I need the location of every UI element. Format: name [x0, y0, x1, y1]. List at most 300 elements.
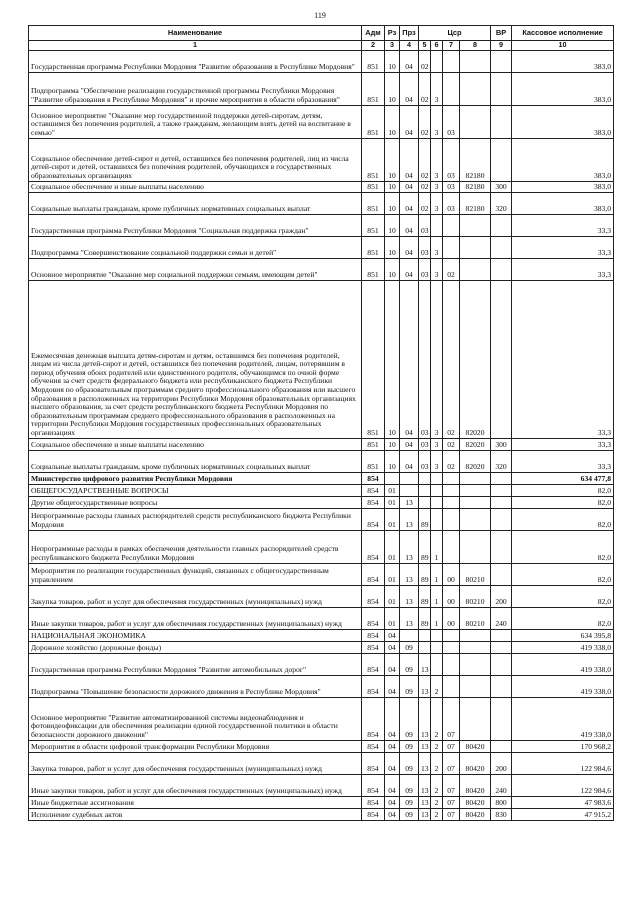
row-vr [491, 508, 512, 530]
row-name: Дорожное хозяйство (дорожные фонды) [29, 641, 362, 653]
row-csr-program: 03 [419, 258, 431, 280]
row-prz: 04 [400, 50, 419, 72]
row-csr-event [443, 236, 460, 258]
row-adm: 854 [362, 740, 385, 752]
row-csr-subprogram [431, 496, 443, 508]
row-csr-event [443, 629, 460, 641]
row-name: Социальное обеспечение и иные выплаты населению [29, 181, 362, 192]
row-name: Непрограммные расходы в рамках обеспечения деятельности главных распорядителей средств республиканского бюджета Республики Мордовия [29, 530, 362, 563]
row-amount: 419 338,0 [512, 653, 614, 675]
row-prz: 09 [400, 653, 419, 675]
row-prz: 09 [400, 675, 419, 697]
row-csr-subprogram: 3 [431, 450, 443, 472]
table-row [29, 796, 614, 808]
row-rz: 04 [385, 752, 400, 774]
row-csr-event [443, 653, 460, 675]
row-vr: 300 [491, 181, 512, 192]
row-amount: 33,3 [512, 258, 614, 280]
row-vr [491, 629, 512, 641]
row-csr-event: 00 [443, 585, 460, 607]
row-csr-program: 13 [419, 697, 431, 740]
row-csr-program: 89 [419, 585, 431, 607]
row-adm: 854 [362, 796, 385, 808]
row-csr-program: 89 [419, 530, 431, 563]
row-csr-event: 02 [443, 258, 460, 280]
row-vr [491, 496, 512, 508]
row-csr-direction [460, 472, 491, 484]
row-rz: 10 [385, 138, 400, 181]
row-vr [491, 530, 512, 563]
row-csr-direction: 82180 [460, 181, 491, 192]
row-csr-event [443, 508, 460, 530]
row-rz: 10 [385, 192, 400, 214]
row-csr-subprogram: 1 [431, 585, 443, 607]
row-csr-program: 02 [419, 50, 431, 72]
table-row [29, 105, 614, 138]
row-name: Исполнение судебных актов [29, 808, 362, 820]
row-name: Министерство цифрового развития Республики Мордовия [29, 472, 362, 484]
row-csr-event: 07 [443, 774, 460, 796]
row-csr-event: 00 [443, 607, 460, 629]
column-number: 1 [29, 41, 362, 51]
page-number: 119 [314, 11, 326, 20]
table-row [29, 641, 614, 653]
row-vr [491, 280, 512, 438]
table-row [29, 450, 614, 472]
row-prz: 13 [400, 563, 419, 585]
row-rz: 01 [385, 484, 400, 496]
table-row [29, 752, 614, 774]
row-adm: 854 [362, 563, 385, 585]
row-vr: 800 [491, 796, 512, 808]
row-prz [400, 484, 419, 496]
row-adm: 854 [362, 774, 385, 796]
row-csr-event [443, 72, 460, 105]
row-amount: 383,0 [512, 72, 614, 105]
row-prz: 04 [400, 72, 419, 105]
row-prz: 09 [400, 774, 419, 796]
row-amount: 634 395,8 [512, 629, 614, 641]
row-amount: 419 338,0 [512, 697, 614, 740]
row-adm: 854 [362, 641, 385, 653]
row-adm: 854 [362, 508, 385, 530]
row-csr-direction [460, 675, 491, 697]
row-prz: 04 [400, 105, 419, 138]
row-csr-subprogram: 2 [431, 740, 443, 752]
row-rz: 10 [385, 450, 400, 472]
row-csr-subprogram: 3 [431, 72, 443, 105]
row-csr-program [419, 484, 431, 496]
row-name: Иные закупки товаров, работ и услуг для обеспечения государственных (муниципальных) нужд [29, 607, 362, 629]
row-csr-subprogram: 3 [431, 105, 443, 138]
row-rz: 04 [385, 641, 400, 653]
row-prz: 09 [400, 740, 419, 752]
row-csr-subprogram: 2 [431, 796, 443, 808]
row-rz: 10 [385, 181, 400, 192]
row-csr-subprogram: 2 [431, 752, 443, 774]
row-csr-direction [460, 258, 491, 280]
table-row [29, 563, 614, 585]
row-prz: 04 [400, 258, 419, 280]
row-adm: 854 [362, 607, 385, 629]
row-name: НАЦИОНАЛЬНАЯ ЭКОНОМИКА [29, 629, 362, 641]
row-rz: 04 [385, 675, 400, 697]
table-row [29, 72, 614, 105]
row-vr: 830 [491, 808, 512, 820]
row-name: Социальные выплаты гражданам, кроме публичных нормативных социальных выплат [29, 192, 362, 214]
row-rz: 10 [385, 438, 400, 450]
row-csr-program: 89 [419, 563, 431, 585]
row-csr-program: 02 [419, 181, 431, 192]
row-prz: 04 [400, 138, 419, 181]
row-name: Закупка товаров, работ и услуг для обеспечения государственных (муниципальных) нужд [29, 585, 362, 607]
row-csr-program: 03 [419, 214, 431, 236]
row-prz: 04 [400, 214, 419, 236]
row-amount: 33,3 [512, 450, 614, 472]
row-name: Закупка товаров, работ и услуг для обеспечения государственных (муниципальных) нужд [29, 752, 362, 774]
table-body [29, 50, 614, 820]
row-rz: 01 [385, 607, 400, 629]
row-adm: 854 [362, 484, 385, 496]
header-rz: Рз [385, 26, 400, 41]
row-rz: 01 [385, 508, 400, 530]
row-csr-direction [460, 484, 491, 496]
row-name: Непрограммные расходы главных распорядителей средств республиканского бюджета Республики Мордовия [29, 508, 362, 530]
row-name: Основное мероприятие "Оказание мер социальной поддержки семьям, имеющим детей" [29, 258, 362, 280]
row-csr-program: 03 [419, 450, 431, 472]
row-csr-event: 03 [443, 138, 460, 181]
row-adm: 854 [362, 496, 385, 508]
row-csr-subprogram [431, 214, 443, 236]
row-vr [491, 697, 512, 740]
row-csr-event [443, 530, 460, 563]
row-csr-direction: 82180 [460, 192, 491, 214]
table-row [29, 629, 614, 641]
row-csr-event: 07 [443, 808, 460, 820]
row-csr-direction: 80210 [460, 563, 491, 585]
row-csr-direction [460, 72, 491, 105]
row-prz: 09 [400, 808, 419, 820]
row-vr: 200 [491, 752, 512, 774]
row-prz [400, 629, 419, 641]
table-row [29, 236, 614, 258]
row-vr [491, 236, 512, 258]
row-csr-program [419, 496, 431, 508]
row-amount: 82,0 [512, 496, 614, 508]
row-csr-subprogram [431, 508, 443, 530]
column-number: 4 [400, 41, 419, 51]
row-csr-subprogram: 1 [431, 607, 443, 629]
row-csr-direction: 82180 [460, 138, 491, 181]
row-amount: 383,0 [512, 138, 614, 181]
row-name: Другие общегосударственные вопросы [29, 496, 362, 508]
row-rz: 10 [385, 105, 400, 138]
row-adm: 851 [362, 258, 385, 280]
row-adm: 851 [362, 236, 385, 258]
row-prz: 13 [400, 508, 419, 530]
row-name: Подпрограмма "Совершенствование социальной поддержки семьи и детей" [29, 236, 362, 258]
row-csr-event: 07 [443, 697, 460, 740]
row-prz [400, 472, 419, 484]
row-rz [385, 472, 400, 484]
table-row [29, 138, 614, 181]
budget-execution-table [28, 25, 614, 821]
row-name: Социальное обеспечение детей-сирот и детей, оставшихся без попечения родителей, лиц из числа детей-сирот и детей, оставшихся без попечения родителей, обучающихся в государственных образовательных организациях [29, 138, 362, 181]
row-csr-program: 13 [419, 808, 431, 820]
row-csr-direction: 80420 [460, 774, 491, 796]
row-csr-event: 02 [443, 450, 460, 472]
row-vr [491, 641, 512, 653]
row-adm: 851 [362, 50, 385, 72]
row-name: Мероприятия в области цифровой трансформации Республики Мордовия [29, 740, 362, 752]
column-number: 8 [460, 41, 491, 51]
row-csr-direction [460, 530, 491, 563]
row-adm: 851 [362, 450, 385, 472]
row-prz: 04 [400, 192, 419, 214]
row-amount: 383,0 [512, 192, 614, 214]
row-rz: 10 [385, 214, 400, 236]
row-csr-program [419, 629, 431, 641]
row-amount: 122 984,6 [512, 774, 614, 796]
table-row [29, 280, 614, 438]
row-amount: 82,0 [512, 508, 614, 530]
row-csr-direction [460, 236, 491, 258]
row-csr-direction: 80420 [460, 808, 491, 820]
column-number: 10 [512, 41, 614, 51]
row-csr-program: 02 [419, 72, 431, 105]
row-amount: 82,0 [512, 530, 614, 563]
row-rz: 01 [385, 530, 400, 563]
row-csr-event [443, 496, 460, 508]
row-rz: 04 [385, 740, 400, 752]
column-number: 2 [362, 41, 385, 51]
row-amount: 47 915,2 [512, 808, 614, 820]
row-csr-event: 07 [443, 740, 460, 752]
row-rz: 04 [385, 653, 400, 675]
row-csr-event [443, 214, 460, 236]
row-prz: 09 [400, 752, 419, 774]
row-csr-direction: 82020 [460, 280, 491, 438]
row-csr-event: 02 [443, 280, 460, 438]
row-csr-direction: 82020 [460, 450, 491, 472]
column-number-row [29, 41, 614, 51]
row-rz: 10 [385, 258, 400, 280]
row-csr-subprogram: 2 [431, 697, 443, 740]
row-amount: 47 983,6 [512, 796, 614, 808]
row-prz: 13 [400, 585, 419, 607]
table-row [29, 496, 614, 508]
row-adm: 854 [362, 585, 385, 607]
row-csr-subprogram: 3 [431, 181, 443, 192]
row-prz: 13 [400, 607, 419, 629]
row-vr: 320 [491, 192, 512, 214]
row-vr [491, 50, 512, 72]
header-row [29, 26, 614, 41]
row-csr-program: 02 [419, 192, 431, 214]
row-csr-direction [460, 105, 491, 138]
header-name: Наименование [29, 26, 362, 41]
row-csr-event [443, 641, 460, 653]
row-prz: 04 [400, 280, 419, 438]
header-cash-execution: Кассовое исполнение [512, 26, 614, 41]
row-vr [491, 675, 512, 697]
row-csr-subprogram: 3 [431, 280, 443, 438]
row-adm: 851 [362, 181, 385, 192]
table-row [29, 653, 614, 675]
row-adm: 854 [362, 653, 385, 675]
table-row [29, 214, 614, 236]
row-csr-subprogram: 3 [431, 236, 443, 258]
row-rz: 01 [385, 496, 400, 508]
row-csr-subprogram: 2 [431, 808, 443, 820]
row-csr-subprogram: 1 [431, 563, 443, 585]
row-csr-event: 03 [443, 105, 460, 138]
row-csr-direction: 80420 [460, 740, 491, 752]
table-row [29, 181, 614, 192]
row-csr-direction [460, 653, 491, 675]
row-csr-event: 02 [443, 438, 460, 450]
row-prz: 04 [400, 450, 419, 472]
row-csr-direction [460, 214, 491, 236]
row-adm: 854 [362, 472, 385, 484]
row-amount: 82,0 [512, 484, 614, 496]
row-name: Государственная программа Республики Мордовия "Развитие автомобильных дорог" [29, 653, 362, 675]
row-rz: 04 [385, 808, 400, 820]
row-adm: 851 [362, 438, 385, 450]
row-name: Подпрограмма "Повышение безопасности дорожного движения в Республике Мордовия" [29, 675, 362, 697]
row-csr-event [443, 675, 460, 697]
table-row [29, 697, 614, 740]
row-csr-program: 13 [419, 752, 431, 774]
row-adm: 854 [362, 629, 385, 641]
table-row [29, 740, 614, 752]
row-prz: 04 [400, 236, 419, 258]
row-prz: 09 [400, 641, 419, 653]
row-prz: 04 [400, 438, 419, 450]
row-csr-program: 03 [419, 280, 431, 438]
row-amount: 419 338,0 [512, 675, 614, 697]
table-row [29, 258, 614, 280]
row-csr-subprogram [431, 472, 443, 484]
row-csr-program: 02 [419, 138, 431, 181]
table-row [29, 530, 614, 563]
row-vr [491, 740, 512, 752]
table-row [29, 192, 614, 214]
table-row [29, 472, 614, 484]
row-csr-program [419, 641, 431, 653]
row-csr-direction [460, 641, 491, 653]
row-amount: 419 338,0 [512, 641, 614, 653]
row-csr-event: 00 [443, 563, 460, 585]
row-rz: 04 [385, 796, 400, 808]
row-vr [491, 214, 512, 236]
row-name: Основное мероприятие "Оказание мер государственной поддержки детей-сиротам, детям, оставшимся без попечения родителей, а также гражданам, желающим взять детей на воспитание в семью" [29, 105, 362, 138]
row-csr-subprogram [431, 629, 443, 641]
row-csr-event [443, 484, 460, 496]
column-number: 3 [385, 41, 400, 51]
row-adm: 854 [362, 530, 385, 563]
row-adm: 851 [362, 192, 385, 214]
row-csr-subprogram: 3 [431, 438, 443, 450]
row-vr: 200 [491, 585, 512, 607]
row-vr [491, 563, 512, 585]
row-amount: 33,3 [512, 214, 614, 236]
row-csr-program: 13 [419, 796, 431, 808]
row-amount: 170 968,2 [512, 740, 614, 752]
row-name: ОБЩЕГОСУДАРСТВЕННЫЕ ВОПРОСЫ [29, 484, 362, 496]
row-amount: 33,3 [512, 236, 614, 258]
row-csr-direction [460, 50, 491, 72]
row-name: Иные бюджетные ассигнования [29, 796, 362, 808]
row-csr-subprogram [431, 50, 443, 72]
row-adm: 851 [362, 214, 385, 236]
header-adm: Адм [362, 26, 385, 41]
column-number: 6 [431, 41, 443, 51]
row-prz: 09 [400, 697, 419, 740]
row-amount: 634 477,8 [512, 472, 614, 484]
header-vr: ВР [491, 26, 512, 41]
row-csr-event [443, 50, 460, 72]
row-csr-event: 03 [443, 192, 460, 214]
row-csr-subprogram [431, 641, 443, 653]
row-csr-subprogram: 3 [431, 258, 443, 280]
row-csr-program: 02 [419, 105, 431, 138]
row-csr-subprogram [431, 653, 443, 675]
row-prz: 13 [400, 530, 419, 563]
row-rz: 01 [385, 563, 400, 585]
row-prz: 04 [400, 181, 419, 192]
row-csr-subprogram: 2 [431, 774, 443, 796]
row-adm: 854 [362, 675, 385, 697]
row-amount: 383,0 [512, 105, 614, 138]
table-row [29, 508, 614, 530]
row-name: Основное мероприятие "Развитие автоматизированной системы видеонаблюдения и фотовидеофиксации для обеспечения реализации единой государственной политики в области безопасности дорожного движения" [29, 697, 362, 740]
row-adm: 851 [362, 280, 385, 438]
row-vr [491, 653, 512, 675]
row-csr-direction: 80420 [460, 752, 491, 774]
column-number: 9 [491, 41, 512, 51]
row-csr-direction [460, 508, 491, 530]
row-name: Государственная программа Республики Мордовия "Развитие образования в Республике Мордовия" [29, 50, 362, 72]
row-vr: 240 [491, 607, 512, 629]
row-csr-event [443, 472, 460, 484]
row-name: Государственная программа Республики Мордовия "Социальная поддержка граждан" [29, 214, 362, 236]
row-csr-program: 13 [419, 774, 431, 796]
row-amount: 82,0 [512, 607, 614, 629]
row-csr-direction: 80210 [460, 607, 491, 629]
row-csr-event: 07 [443, 796, 460, 808]
row-csr-subprogram: 1 [431, 530, 443, 563]
row-amount: 82,0 [512, 563, 614, 585]
row-vr [491, 472, 512, 484]
row-prz: 13 [400, 496, 419, 508]
row-csr-program: 13 [419, 675, 431, 697]
row-csr-program: 13 [419, 740, 431, 752]
row-csr-direction [460, 496, 491, 508]
row-rz: 10 [385, 236, 400, 258]
row-rz: 10 [385, 72, 400, 105]
row-name: Мероприятия по реализации государственных функций, связанных с общегосударственным управлением [29, 563, 362, 585]
row-vr [491, 138, 512, 181]
table-row [29, 675, 614, 697]
row-vr [491, 72, 512, 105]
row-csr-subprogram: 2 [431, 675, 443, 697]
row-csr-program [419, 472, 431, 484]
row-amount: 122 984,6 [512, 752, 614, 774]
row-rz: 10 [385, 280, 400, 438]
row-csr-direction: 82020 [460, 438, 491, 450]
row-csr-direction: 80210 [460, 585, 491, 607]
